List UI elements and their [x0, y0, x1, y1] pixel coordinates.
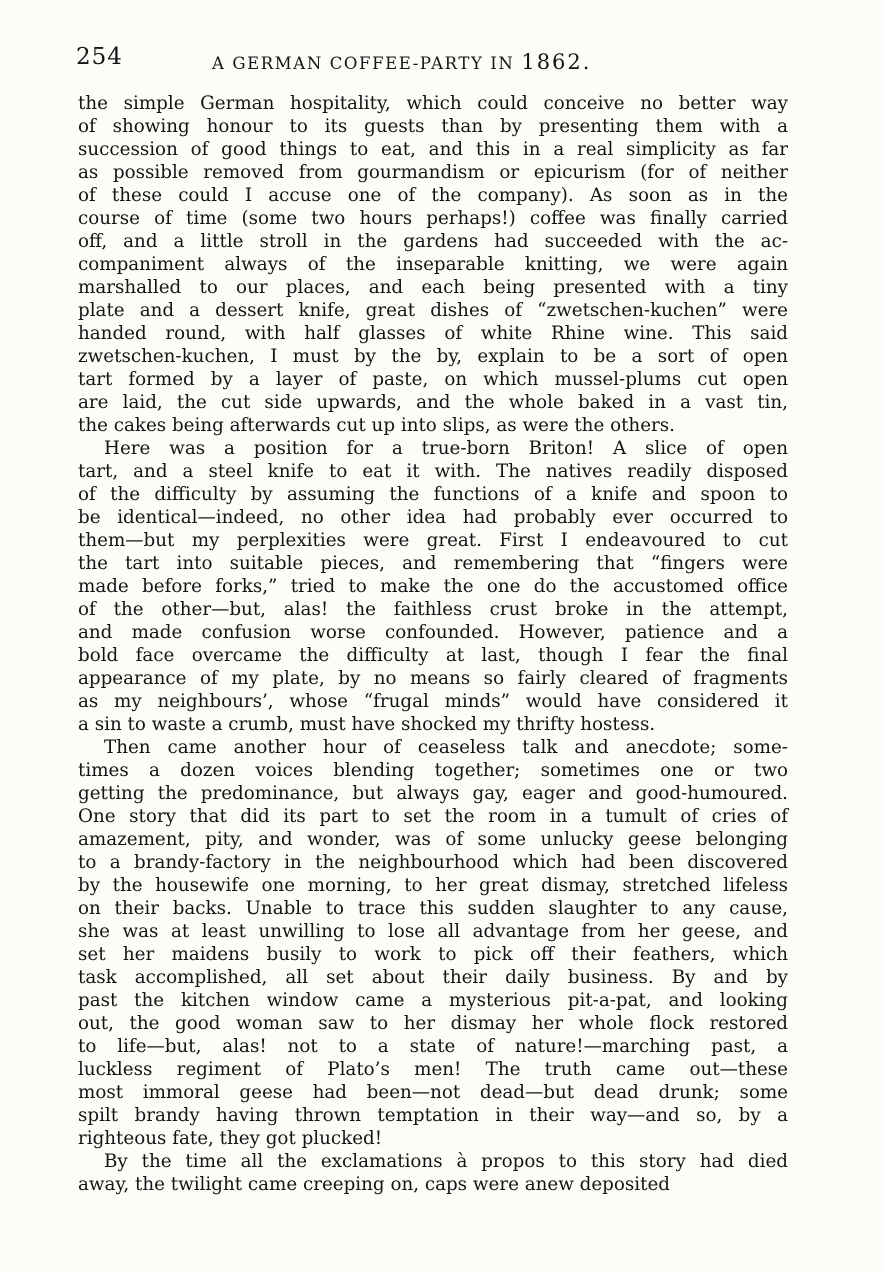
text-line: times a dozen voices blending together; sometimes one or two	[78, 760, 788, 781]
text-line: on their backs. Unable to trace this sudden slaughter to any cause,	[78, 898, 788, 919]
text-line: to life—but, alas! not to a state of nature!—marching past, a	[78, 1036, 788, 1057]
text-line: made before forks,” tried to make the one do the accustomed office	[78, 576, 788, 597]
text-line: away, the twilight came creeping on, caps were anew deposited	[78, 1174, 670, 1195]
text-line: the tart into suitable pieces, and remembering that “fingers were	[78, 553, 788, 574]
text-line: she was at least unwilling to lose all advantage from her geese, and	[78, 921, 788, 942]
text-line: bold face overcame the difficulty at last, though I fear the final	[78, 645, 788, 666]
text-line: to a brandy-factory in the neighbourhood which had been discovered	[78, 852, 788, 873]
text-line: past the kitchen window came a mysterious pit-a-pat, and looking	[78, 990, 788, 1011]
text-line: spilt brandy having thrown temptation in their way—and so, by a	[78, 1105, 788, 1126]
page-number: 254	[76, 44, 123, 70]
text-line: of the other—but, alas! the faithless crust broke in the attempt,	[78, 599, 788, 620]
text-line: companiment always of the inseparable knitting, we were again	[78, 254, 788, 275]
book-page	[78, 44, 788, 1196]
text-line: of showing honour to its guests than by presenting them with a	[78, 116, 788, 137]
text-line: set her maidens busily to work to pick off their feathers, which	[78, 944, 788, 965]
text-line: One story that did its part to set the room in a tumult of cries of	[78, 806, 788, 827]
paragraph	[78, 1150, 788, 1196]
text-line: a sin to waste a crumb, must have shocked my thrifty hostess.	[78, 714, 656, 735]
text-line: be identical—indeed, no other idea had probably ever occurred to	[78, 507, 788, 528]
text-line: righteous fate, they got plucked!	[78, 1128, 383, 1149]
text-line: as possible removed from gourmandism or epicurism (for of neither	[78, 162, 788, 183]
text-line: are laid, the cut side upwards, and the whole baked in a vast tin,	[78, 392, 788, 413]
text-line: Then came another hour of ceaseless talk and anecdote; some-	[104, 737, 788, 758]
text-line: zwetschen-kuchen, I must by the by, explain to be a sort of open	[78, 346, 788, 367]
text-line: the cakes being afterwards cut up into slips, as were the others.	[78, 415, 675, 436]
text-line: of the difficulty by assuming the functions of a knife and spoon to	[78, 484, 788, 505]
text-line: plate and a dessert knife, great dishes of “zwetschen-kuchen” were	[78, 300, 788, 321]
text-line: tart formed by a layer of paste, on which mussel-plums cut open	[78, 369, 788, 390]
text-line: appearance of my plate, by no means so fairly cleared of fragments	[78, 668, 788, 689]
text-line: succession of good things to eat, and this in a real simplicity as far	[78, 139, 788, 160]
running-title	[212, 50, 591, 74]
text-line: and made confusion worse confounded. However, patience and a	[78, 622, 788, 643]
paragraph	[78, 736, 788, 1150]
text-line: getting the predominance, but always gay, eager and good-humoured.	[78, 783, 788, 804]
running-title-year: 1862.	[521, 50, 592, 74]
text-line: most immoral geese had been—not dead—but dead drunk; some	[78, 1082, 788, 1103]
text-line: course of time (some two hours perhaps!) coffee was finally carried	[78, 208, 788, 229]
body-text	[78, 92, 788, 1196]
text-line: the simple German hospitality, which could conceive no better way	[78, 93, 788, 114]
text-line: task accomplished, all set about their daily business. By and by	[78, 967, 788, 988]
text-line: off, and a little stroll in the gardens had succeeded with the ac-	[78, 231, 788, 252]
text-line: tart, and a steel knife to eat it with. The natives readily disposed	[78, 461, 788, 482]
text-line: amazement, pity, and wonder, was of some unlucky geese belonging	[78, 829, 788, 850]
text-line: marshalled to our places, and each being presented with a tiny	[78, 277, 788, 298]
text-line: by the housewife one morning, to her great dismay, stretched lifeless	[78, 875, 788, 896]
text-line: Here was a position for a true-born Briton! A slice of open	[104, 438, 788, 459]
text-line: out, the good woman saw to her dismay her whole flock restored	[78, 1013, 788, 1034]
paragraph	[78, 437, 788, 736]
running-title-text: A GERMAN COFFEE-PARTY IN	[212, 54, 515, 73]
text-line: of these could I accuse one of the company). As soon as in the	[78, 185, 788, 206]
text-line: By the time all the exclamations à propos to this story had died	[104, 1151, 788, 1172]
text-line: luckless regiment of Plato’s men! The truth came out—these	[78, 1059, 788, 1080]
text-line: them—but my perplexities were great. First I endeavoured to cut	[78, 530, 788, 551]
paragraph	[78, 92, 788, 437]
text-line: handed round, with half glasses of white Rhine wine. This said	[78, 323, 788, 344]
running-header	[78, 44, 788, 78]
text-line: as my neighbours’, whose “frugal minds” would have considered it	[78, 691, 788, 712]
